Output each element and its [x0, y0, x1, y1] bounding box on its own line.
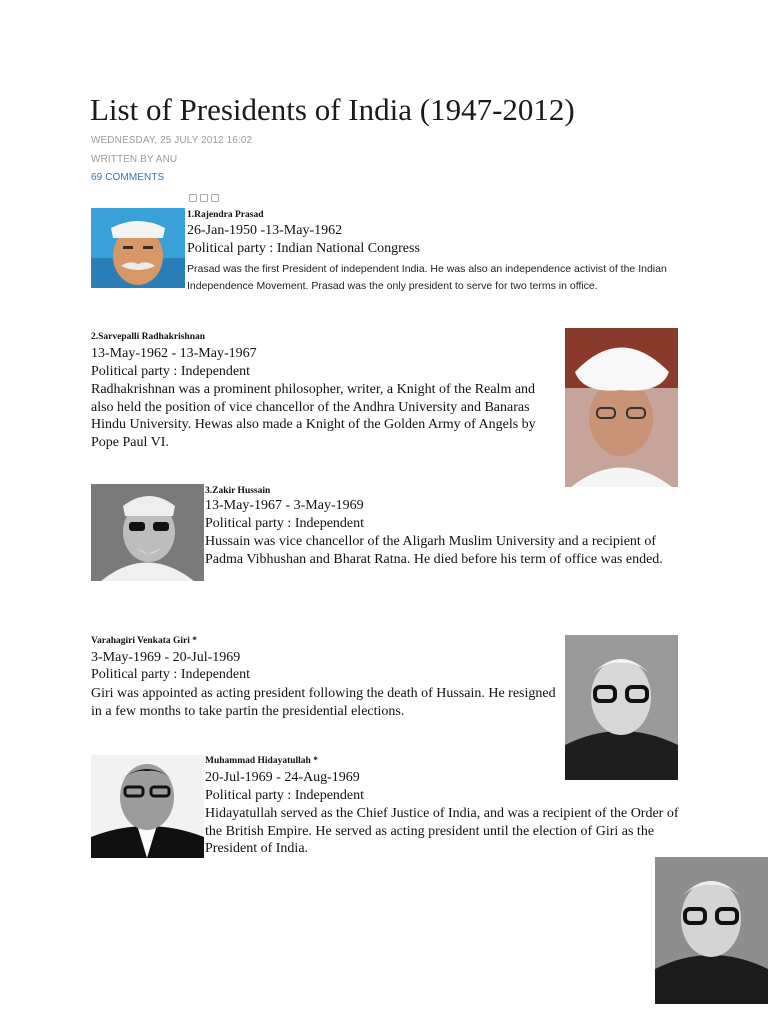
portrait-zakir-hussain — [91, 484, 204, 581]
portrait-muhammad-hidayatullah — [91, 755, 204, 858]
president-term: 13-May-1967 - 3-May-1969 — [205, 498, 364, 513]
portrait-varahagiri-venkata-giri — [565, 635, 678, 780]
comments-link[interactable]: 69 COMMENTS — [91, 172, 165, 183]
email-icon[interactable] — [189, 194, 197, 202]
president-bio: Hussain was vice chancellor of the Aligarh Muslim University and a recipient of Padma Vibhushan and Bharat Ratna. He died before his term of office was ended. — [205, 534, 663, 567]
president-party: Political party : Independent — [91, 667, 251, 682]
president-name: Varahagiri Venkata Giri * — [91, 636, 198, 646]
president-party: Political party : Independent — [205, 516, 365, 531]
president-name: 3.Zakir Hussain — [205, 486, 271, 496]
pdf-icon[interactable] — [211, 194, 219, 202]
page-title: List of Presidents of India (1947-2012) — [90, 92, 575, 127]
article-actions — [189, 194, 219, 202]
president-party: Political party : Independent — [205, 788, 365, 803]
president-term: 20-Jul-1969 - 24-Aug-1969 — [205, 770, 360, 785]
president-term: 13-May-1962 - 13-May-1967 — [91, 346, 257, 361]
publish-date: WEDNESDAY, 25 JULY 2012 16:02 — [91, 135, 253, 146]
portrait-varahagiri-venkata-giri-bottom — [655, 857, 768, 1004]
president-term: 26-Jan-1950 -13-May-1962 — [187, 223, 343, 238]
president-term: 3-May-1969 - 20-Jul-1969 — [91, 650, 241, 665]
portrait-sarvepalli-radhakrishnan — [565, 328, 678, 487]
president-bio: Giri was appointed as acting president following the death of Hussain. He resigned in a few months to take partin the presidential elections. — [91, 686, 556, 719]
portrait-rajendra-prasad — [91, 208, 185, 288]
president-party: Political party : Independent — [91, 364, 251, 379]
president-bio: Hidayatullah served as the Chief Justice of India, and was a recipient of the Order of the British Empire. He served as acting president until the election of Giri as the President of India. — [205, 806, 679, 856]
author-byline: WRITTEN BY ANU — [91, 154, 178, 165]
president-name: 2.Sarvepalli Radhakrishnan — [91, 332, 206, 342]
president-party: Political party : Indian National Congress — [187, 241, 420, 256]
president-bio: Prasad was the first President of independent India. He was also an independence activist of the Indian Independence Movement. Prasad was the only president to serve for two terms in office. — [187, 263, 667, 292]
president-bio: Radhakrishnan was a prominent philosopher, writer, a Knight of the Realm and also held the position of vice chancellor of the Andhra University and Banaras Hindu University. Hewas also made a Knight of the Golden Army of Angels by Pope Paul VI. — [91, 382, 536, 450]
president-name: Muhammad Hidayatullah * — [205, 756, 318, 766]
president-name: 1.Rajendra Prasad — [187, 210, 264, 220]
print-icon[interactable] — [200, 194, 208, 202]
